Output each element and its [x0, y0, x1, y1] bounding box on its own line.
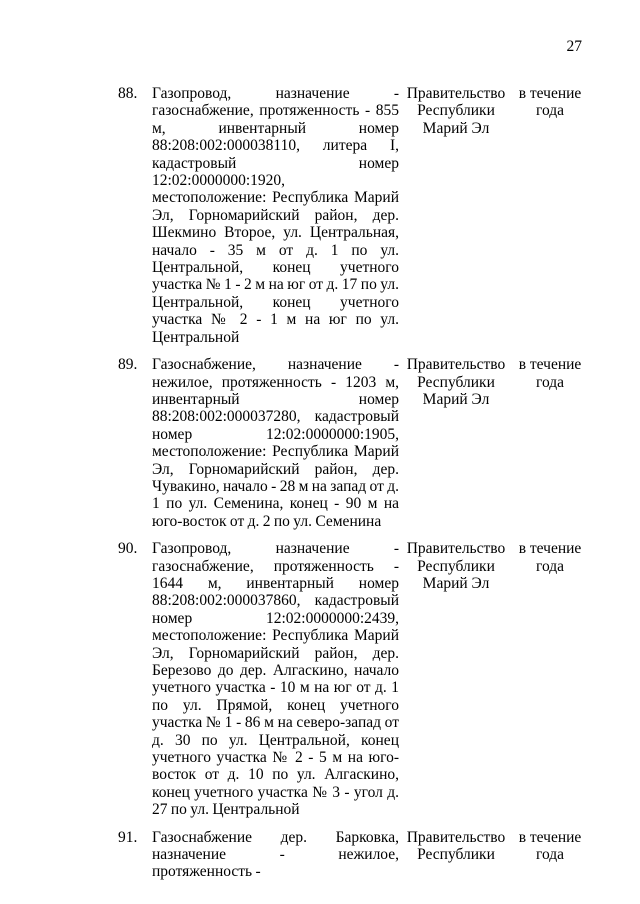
- item-description: Газоснабжение, назначение - нежилое, протяженность - 1203 м, инвентарный номер 88:208:002:000037280, кадастровый номер 12:02:0000000:1905, местоположение: Республика Марий Эл, Горномарийский район, дер. Чувакино, начало - 28 м на запад от д. 1 по ул. Семенина, конец - 90 м на юго-восток от д. 2 по ул. Семенина: [152, 356, 399, 530]
- list-item: [0, 356, 640, 530]
- term-line: года: [535, 102, 565, 120]
- item-description: Газопровод, назначение - газоснабжение, протяженность - 1644 м, инвентарный номер 88:208:002:000037860, кадастровый номер 12:02:0000000:2439, местоположение: Республика Марий Эл, Горномарийский район, дер. Березово до дер. Алгаскино, начало учетного участка - 10 м на юг от д. 1 по ул. Прямой, конец учетного участка № 1 - 86 м на северо-запад от д. 30 по ул. Центральной, конец учетного участка № 2 - 5 м на юго-восток от д. 10 по ул. Алгаскино, конец учетного участка № 3 - угол д. 27 по ул. Центральной: [152, 540, 399, 819]
- list-item: [0, 540, 640, 819]
- item-term: [513, 85, 587, 120]
- term-line: в течение: [518, 356, 582, 374]
- organization-line: Правительство: [406, 356, 506, 374]
- item-term: [513, 540, 587, 575]
- organization-line: Марий Эл: [422, 119, 490, 137]
- item-term: [513, 356, 587, 391]
- organization-line: Республики: [417, 846, 495, 864]
- list-item: [0, 85, 640, 346]
- term-line: года: [535, 373, 565, 391]
- organization-line: Республики: [417, 102, 495, 120]
- item-organization: [404, 85, 508, 137]
- item-number: 90.: [118, 540, 138, 558]
- organization-line: Правительство: [406, 85, 506, 102]
- item-number: 88.: [118, 85, 138, 102]
- term-line: года: [535, 557, 565, 575]
- item-term: [513, 829, 587, 864]
- organization-line: Марий Эл: [422, 574, 490, 592]
- item-organization: [404, 540, 508, 592]
- item-description: Газопровод, назначение - газоснабжение, протяженность - 855 м, инвентарный номер 88:208:002:000038110, литера I, кадастровый номер 12:02:0000000:1920, местоположение: Республика Марий Эл, Горномарийский район, дер. Шекмино Второе, ул. Центральная, начало - 35 м от д. 1 по ул. Центральной, конец учетного участка № 1 - 2 м на юг от д. 17 по ул. Центральной, конец учетного участка № 2 - 1 м на юг по ул. Центральной: [152, 85, 399, 346]
- organization-line: Республики: [417, 557, 495, 575]
- organization-line: Марий Эл: [422, 390, 490, 408]
- item-number: 91.: [118, 828, 138, 846]
- term-line: в течение: [518, 540, 582, 558]
- term-line: в течение: [518, 828, 582, 846]
- item-organization: [404, 829, 508, 864]
- organization-line: Правительство: [406, 540, 506, 558]
- item-organization: [404, 356, 508, 408]
- list-item: [0, 829, 640, 881]
- item-number: 89.: [118, 356, 138, 374]
- page-number: 27: [566, 38, 582, 55]
- item-description: Газоснабжение дер. Барковка, назначение - нежилое, протяженность -: [152, 828, 399, 881]
- organization-line: Правительство: [406, 828, 506, 846]
- term-line: в течение: [518, 85, 582, 102]
- organization-line: Республики: [417, 373, 495, 391]
- property-list: [0, 85, 640, 881]
- term-line: года: [535, 846, 565, 864]
